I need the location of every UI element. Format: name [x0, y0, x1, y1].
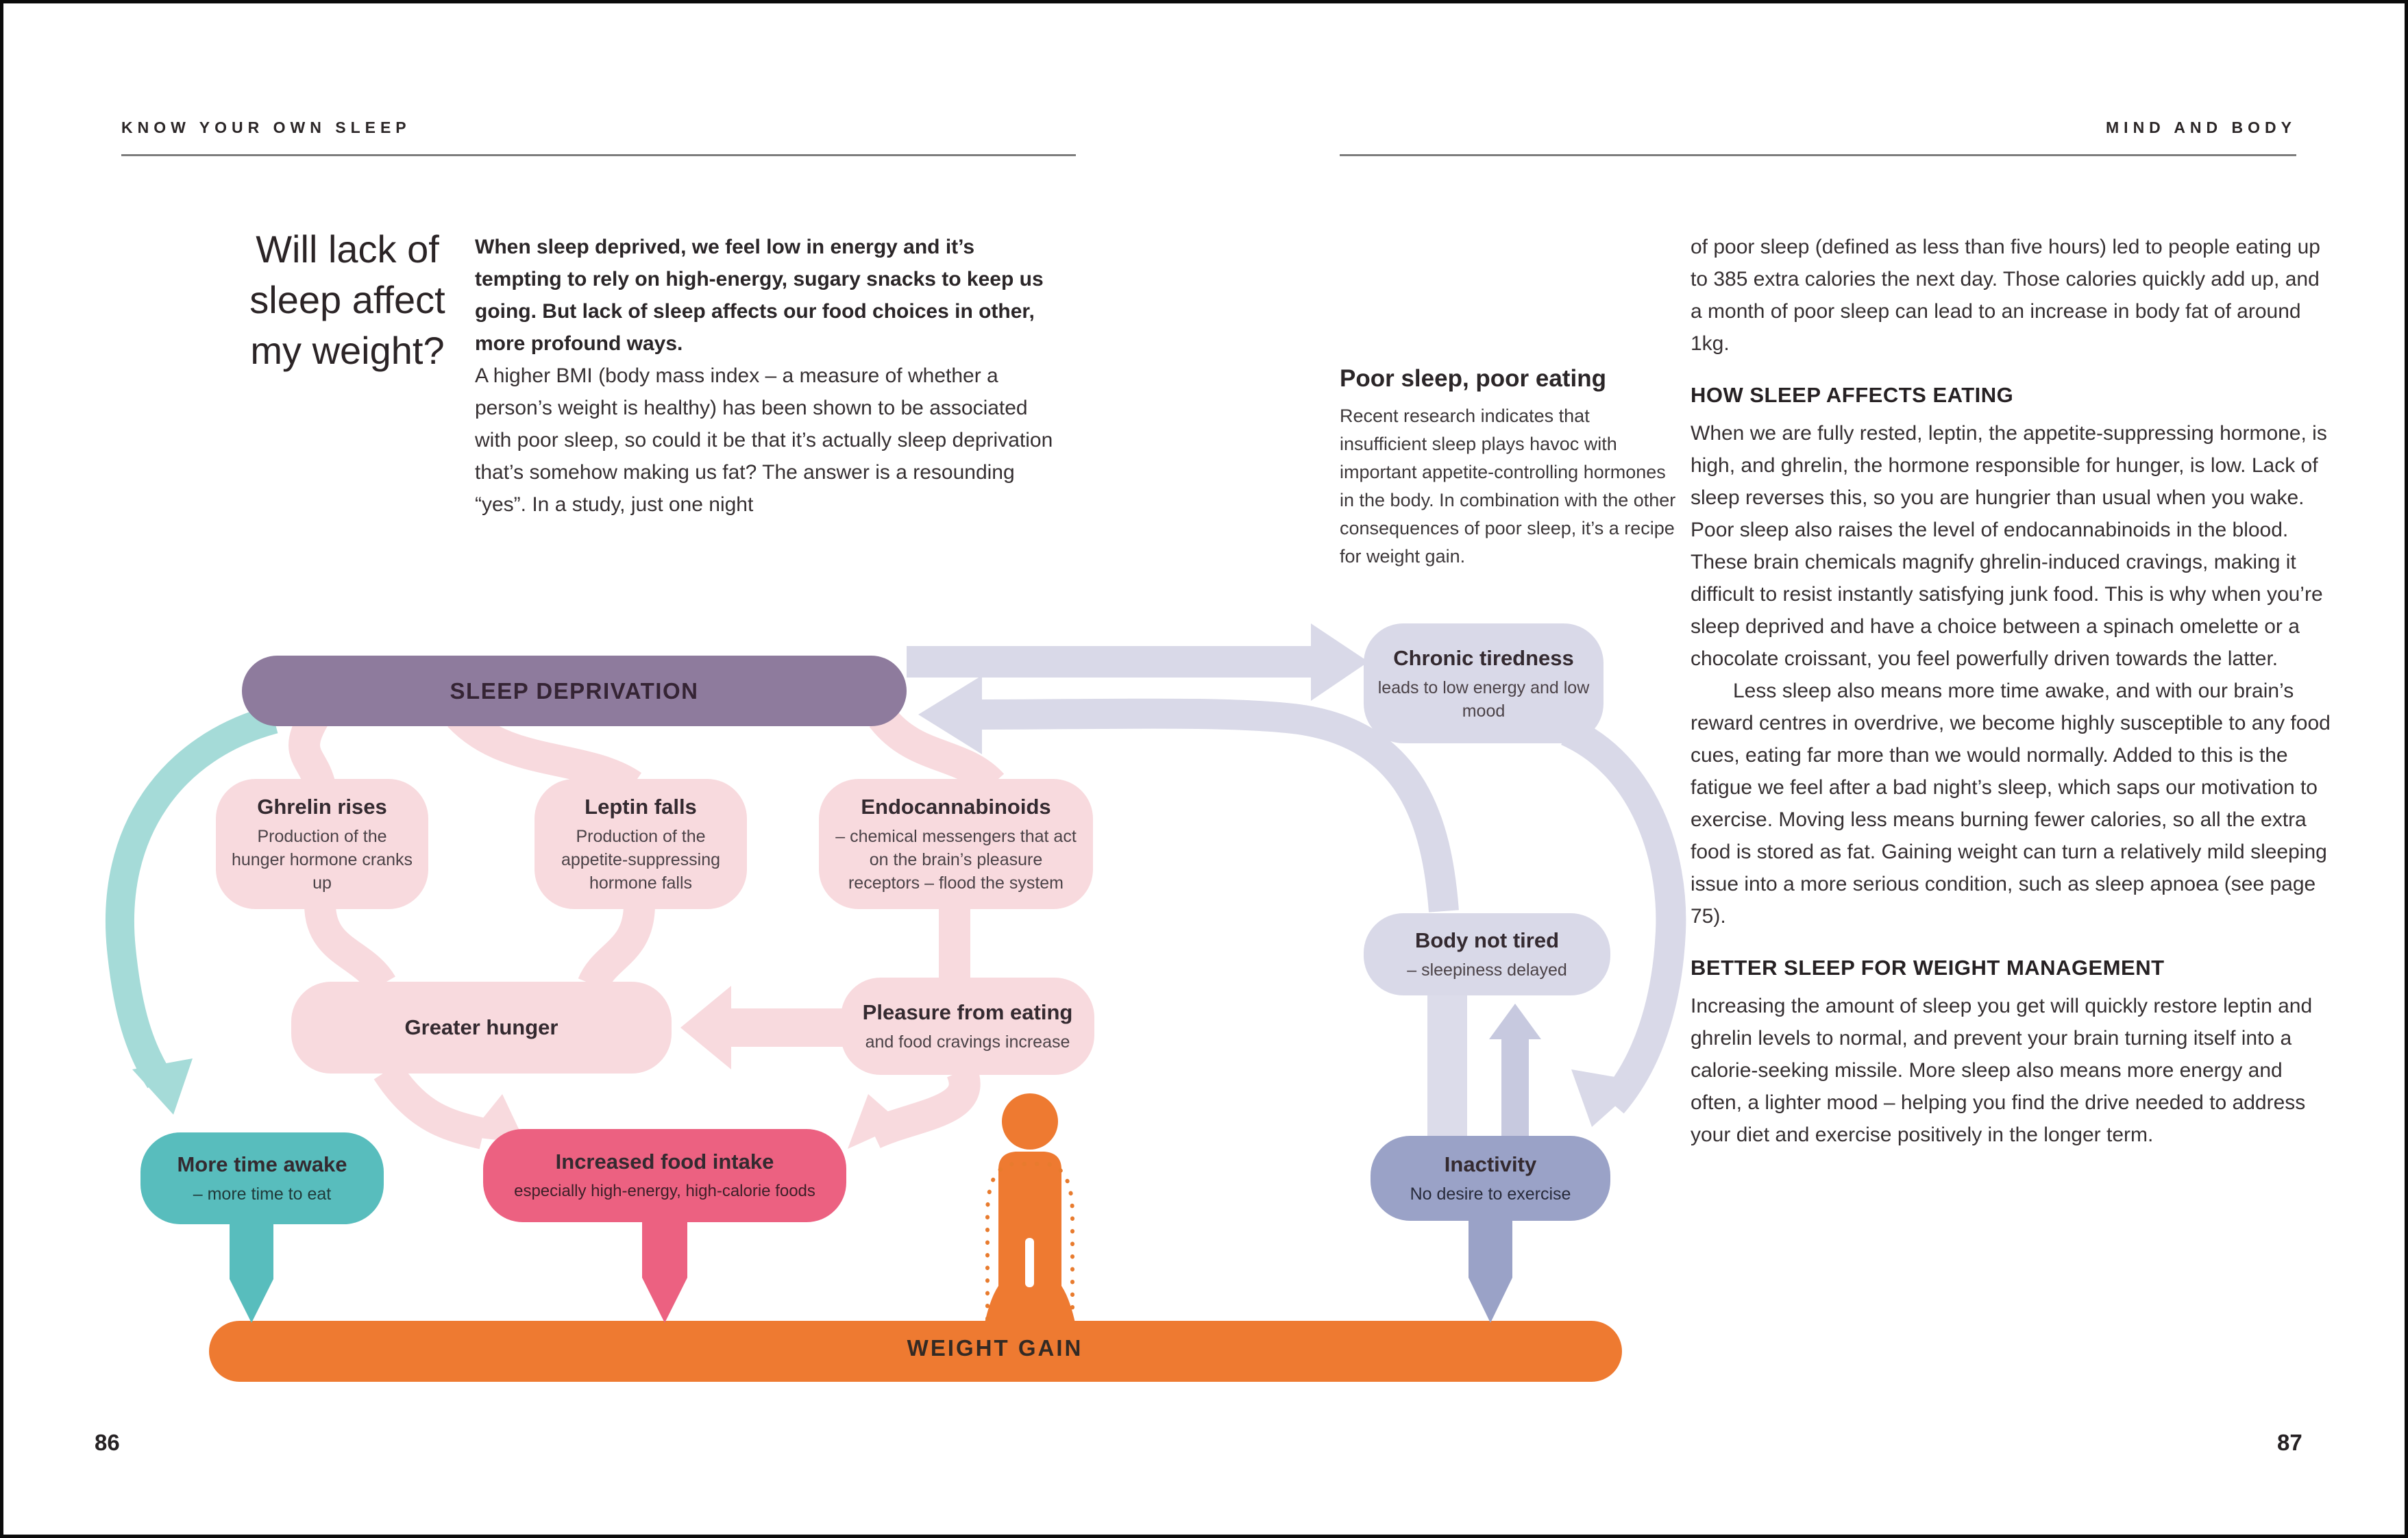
shaft-bodynottired-to-inactivity: [1427, 991, 1467, 1141]
node-ghrelin-rises: [216, 779, 428, 909]
section-heading: HOW SLEEP AFFECTS EATING: [1691, 383, 2014, 407]
node-chronic-tiredness: [1364, 623, 1604, 743]
arrow-inactivity-to-bodynottired-shaft: [1501, 1032, 1529, 1137]
node-title: Chronic tiredness: [1393, 645, 1574, 670]
arrow-greater-hunger-to-increased-food: [387, 1071, 483, 1134]
node-body: especially high-energy, high-calorie foods: [514, 1182, 815, 1200]
connector-sleep-to-ghrelin: [304, 716, 320, 786]
node-body: Production of the appetite-suppressing hormone falls: [561, 827, 721, 893]
sidebar-body: Recent research indicates that insufficient sleep plays havoc with important appetite-controlling hormones in the body. In combination with the other consequences of poor sleep, it’s a recipe for weight gain.: [1340, 406, 1676, 567]
weight-gain-label: WEIGHT GAIN: [907, 1335, 1083, 1361]
node-title: Body not tired: [1414, 928, 1560, 952]
node-title: Pleasure from eating: [862, 1000, 1073, 1024]
more-time-awake-tail: [230, 1221, 273, 1323]
node-body: – sleepiness delayed: [1407, 960, 1567, 980]
arrow-inactivity-to-bodynottired-head: [1489, 1004, 1541, 1039]
node-title: Inactivity: [1444, 1152, 1537, 1176]
arrow-sleep-to-chronic-shaft: [907, 646, 1318, 678]
node-title: Endocannabinoids: [861, 795, 1051, 819]
page-number-right: 87: [2277, 1430, 2302, 1455]
node-more-time-awake: [140, 1132, 384, 1224]
node-body: – more time to eat: [193, 1184, 332, 1204]
node-body: – chemical messengers that act on the brain’s pleasure receptors – flood the system: [835, 827, 1077, 893]
intro-body: A higher BMI (body mass index – a measure of whether a person’s weight is healthy) has been shown to be associated with poor sleep, so could it be that it’s actually sleep deprivation that’s somehow making us fat? The answer is a resounding “yes”. In a study, just one night: [475, 364, 1053, 516]
connector-leptin-to-greater-hunger: [593, 904, 639, 984]
inactivity-tail: [1469, 1219, 1512, 1323]
node-body: Production of the hunger hormone cranks up: [231, 827, 413, 893]
box-tails: [230, 1219, 1512, 1323]
person-figure-icon: [985, 1093, 1075, 1323]
section-heading: BETTER SLEEP FOR WEIGHT MANAGEMENT: [1691, 956, 2165, 980]
node-inactivity: [1371, 1136, 1610, 1221]
right-running-head: MIND AND BODY: [2106, 119, 2296, 136]
continuation-paragraph: of poor sleep (defined as less than five hours) led to people eating up to 385 extra calories the next day. Those calories quickly add up, and a month of poor sleep can lead to an increase in body fat of around 1kg.: [1691, 236, 2320, 355]
arrowhead-pleasure-to-greater: [680, 986, 731, 1069]
node-title: More time awake: [177, 1152, 347, 1176]
node-title: Increased food intake: [555, 1150, 774, 1174]
diagram-arrows-layer: [3, 3, 2405, 1535]
arrow-sleep-to-chronic-head: [1311, 623, 1368, 701]
section-paragraph: When we are fully rested, leptin, the appetite-suppressing hormone, is high, and ghrelin, the hormone responsible for hunger, is low. Lack of sleep reverses this, so you are hungrier than usual when you wake. Poor sleep also raises the level of endocannabinoids in the blood. These brain chemicals magnify ghrelin-induced cravings, making it difficult to resist instantly satisfying junk food. This is why when you’re sleep deprived and have a choice between a spinach omelette or a chocolate croissant, you feel powerfully driven towards the latter.: [1691, 422, 2327, 670]
page-number-left: 86: [95, 1430, 120, 1455]
node-title: Greater hunger: [404, 1015, 558, 1039]
node-title: Leptin falls: [585, 795, 697, 819]
node-increased-food-intake: [483, 1129, 846, 1222]
increased-food-tail: [642, 1219, 687, 1323]
intro-lede: When sleep deprived, we feel low in energy and it’s tempting to rely on high-energy, sugary snacks to keep us going. But lack of sleep affects our food choices in other, more profound ways.: [475, 236, 1044, 355]
article-title-line: sleep affect: [249, 278, 445, 321]
node-pleasure-from-eating: [841, 978, 1094, 1075]
sidebar-title: Poor sleep, poor eating: [1340, 365, 1606, 392]
left-running-head: KNOW YOUR OWN SLEEP: [121, 119, 411, 136]
node-title: SLEEP DEPRIVATION: [450, 678, 699, 704]
shaft-pleasure-to-greater: [726, 1008, 844, 1047]
node-body: leads to low energy and low mood: [1377, 678, 1590, 721]
section-paragraph: Increasing the amount of sleep you get will quickly restore leptin and ghrelin levels to normal, and prevent your brain turning itself into a calorie-seeking missile. More sleep also means more energy and often, a lighter mood – helping you find the drive needed to address your diet and exercise positively in the longer term.: [1691, 995, 2313, 1146]
connector-ghrelin-to-greater-hunger: [320, 904, 382, 984]
article-title-line: Will lack of: [256, 227, 439, 271]
connector-sleep-to-leptin: [459, 716, 632, 786]
node-endocannabinoids: [819, 779, 1093, 909]
node-greater-hunger: [291, 982, 672, 1074]
section-paragraph: Less sleep also means more time awake, and with our brain’s reward centres in overdrive, we become highly susceptible to any food cues, eating far more than we would normally. Added to this is the fatigue we feel after a bad night’s sleep, which saps our motivation to exercise. Moving less means burning fewer calories, so all the extra food is stored as fat. Gaining weight can turn a relatively mild sleeping issue into a more serious condition, such as sleep apnoea (see page 75).: [1691, 680, 2331, 928]
node-leptin-falls: [535, 779, 747, 909]
node-body: and food cravings increase: [865, 1032, 1070, 1052]
node-title: Ghrelin rises: [257, 795, 387, 819]
node-sleep-deprivation: [242, 656, 907, 726]
node-body: No desire to exercise: [1410, 1184, 1571, 1204]
node-body-not-tired: [1364, 913, 1610, 995]
article-title-line: my weight?: [250, 329, 445, 372]
